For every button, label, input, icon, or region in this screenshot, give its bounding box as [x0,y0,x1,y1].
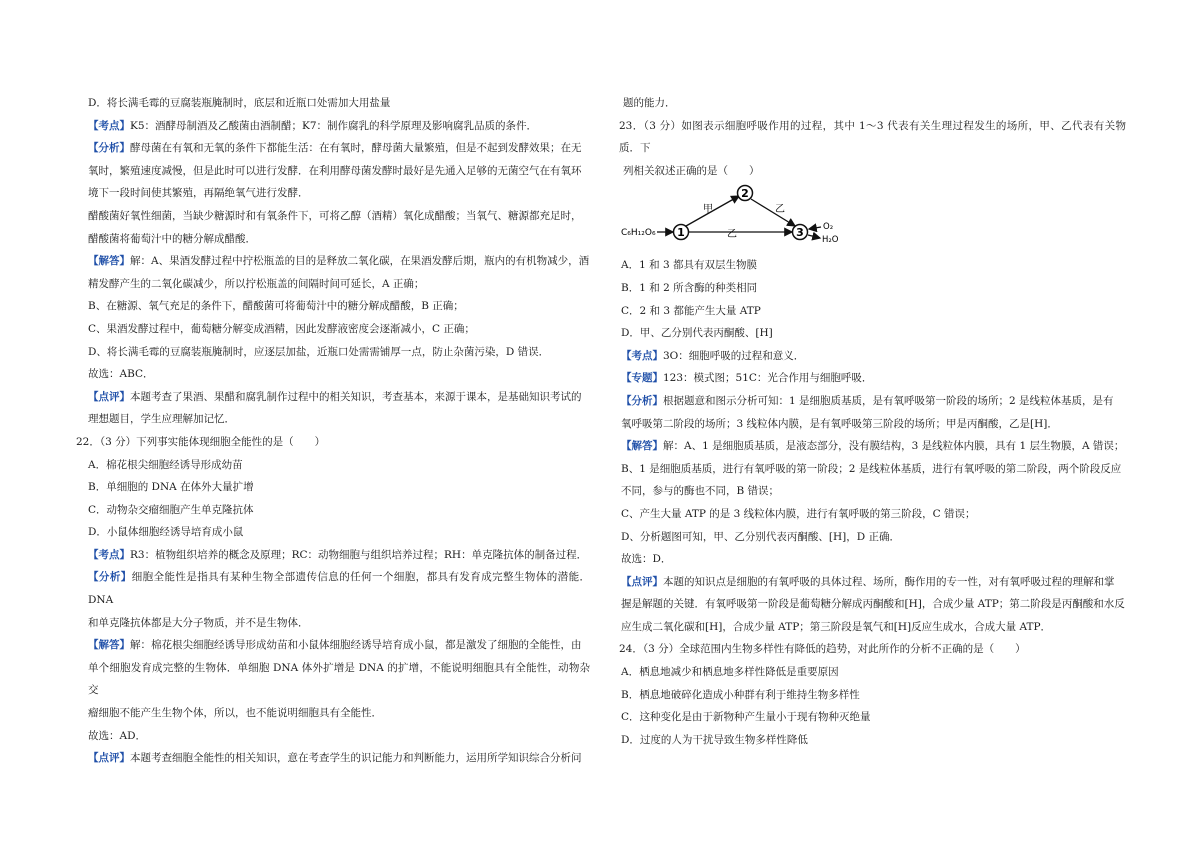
q24-option-a: A．栖息地减少和栖息地多样性降低是重要原因 [621,666,839,679]
fenxi-tag: 【分析】 [621,394,663,407]
q23-dianping-line-2: 握是解题的关键．有氧呼吸第一阶段是葡萄糖分解成丙酮酸和[H]，合成少量 ATP；第二阶段是丙酮酸和水反 [621,598,1125,611]
respiration-diagram [621,182,1126,254]
q22-jieda-line-3: 瘤细胞不能产生生物个体，所以，也不能说明细胞具有全能性． [88,707,382,720]
respiration-diagram-svg [621,182,851,254]
q23-stem-line-2: 列相关叙述正确的是（ ） [623,164,760,177]
q23-dianping [621,571,1126,594]
dianping-tag: 【点评】 [621,575,663,588]
q21-kaodian [88,115,590,138]
q22-jieda-line-2: 单个细胞发育成完整的生物体．单细胞 DNA 体外扩增是 DNA 的扩增，不能说明细胞具有全能性，动物杂交 [88,661,590,697]
q23-jieda-line-4: C、产生大量 ATP 的是 3 线粒体内膜，进行有氧呼吸的第三阶段，C 错误； [621,507,976,520]
q23-fenxi [621,390,1126,413]
h2o-label: H₂O [822,235,839,246]
q22-answer: 故选：AD． [88,729,147,742]
q23-jieda-line-5: D、分析题图可知，甲、乙分别代表丙酮酸、[H]，D 正确． [621,530,901,543]
q23-jieda-line-3: 不同，参与的酶也不同，B 错误； [621,485,780,498]
q21-jieda-line-5: D、将长满毛霉的豆腐装瓶腌制时，应逐层加盐，近瓶口处需需铺厚一点，防止杂菌污染，D 错误． [88,345,550,358]
q22-jieda [88,634,590,657]
fenxi-tag: 【分析】 [88,142,130,155]
fenxi-tag: 【分析】 [88,571,132,584]
kaodian-tag: 【考点】 [88,119,130,132]
q22-dianping-tail: 题的能力． [623,97,676,109]
node-1-label: 1 [677,226,685,240]
jia-label: 甲 [703,204,713,216]
node-3-label: 3 [796,226,804,240]
q22-option-c: C．动物杂交瘤细胞产生单克隆抗体 [88,503,254,516]
q21-fenxi [88,137,590,160]
q22-option-a: A．棉花根尖细胞经诱导形成幼苗 [88,458,243,471]
q23-fenxi-line-1: 根据题意和图示分析可知：1 是细胞质基质，是有氧呼吸第一阶段的场所；2 是线粒体基质，是有 [663,394,1114,407]
q21-dianping [88,386,590,409]
arrow-o2-in [809,227,821,229]
arrow-2-to-3 [751,199,795,226]
q21-fenxi-line-1: 酵母菌在有氧和无氧的条件下都能生活：在有氧时，酵母菌大量繁殖，但是不起到发酵效果；在无 [130,142,582,155]
glucose-label: C₆H₁₂O₆ [621,228,656,239]
q23-stem-line-1: 23．（3 分）如图表示细胞呼吸作用的过程，其中 1～3 代表有关生理过程发生的场所，甲、乙代表有关物质．下 [619,119,1126,155]
jieda-tag: 【解答】 [88,255,130,268]
q21-fenxi-line-5: 醋酸菌将葡萄汁中的糖分解成醋酸． [88,232,256,245]
q22-option-b: B．单细胞的 DNA 在体外大量扩增 [88,481,254,494]
right-column [621,92,1126,751]
q21-dianping-line-1: 本题考查了果酒、果醋和腐乳制作过程中的相关知识，考查基本，来源于课本，是基础知识考试的 [130,390,582,403]
q22-fenxi-line-1: 细胞全能性是指具有某种生物全部遗传信息的任何一个细胞，都具有发育成完整生物体的潜能．DNA [88,571,591,607]
q21-jieda [88,250,590,273]
q24-stem: 24．（3 分）全球范围内生物多样性有降低的趋势，对此所作的分析不正确的是（ ） [619,643,1026,656]
q22-fenxi [88,566,590,611]
q22-fenxi-line-2: 和单克隆抗体都是大分子物质，并不是生物体． [88,616,309,629]
q23-kaodian [621,345,1126,368]
o2-label: O₂ [823,222,834,233]
q23-kaodian-text: 3O：细胞呼吸的过程和意义． [663,349,805,362]
kaodian-tag: 【考点】 [621,349,663,362]
q21-answer: 故选：ABC． [88,368,154,381]
q24-option-d: D．过度的人为干扰导致生物多样性降低 [621,733,808,746]
q24-option-c: C．这种变化是由于新物种产生量小于现有物种灭绝量 [621,711,871,724]
q23-option-b: B．1 和 2 所含酶的种类相同 [621,281,758,294]
q21-fenxi-line-2: 氧时，繁殖速度减慢，但是此时可以进行发酵．在利用酵母菌发酵时最好是先通入足够的无菌空气在有氧环 [88,164,582,177]
q24-option-b: B．栖息地破碎化造成小种群有利于维持生物多样性 [621,688,860,701]
q23-dianping-line-3: 应生成二氧化碳和[H]，合成少量 ATP；第三阶段是氧气和[H]反应生成水，合成大量 ATP． [621,620,1052,633]
jieda-tag: 【解答】 [88,639,130,652]
q22-stem: 22．（3 分）下列事实能体现细胞全能性的是（ ） [76,435,326,448]
q22-dianping [88,747,590,770]
q23-dianping-line-1: 本题的知识点是细胞的有氧呼吸的具体过程、场所，酶作用的专一性，对有氧呼吸过程的理解和掌 [663,575,1115,588]
q23-zhuanti-text: 123：模式图；51C：光合作用与细胞呼吸． [663,372,873,385]
q21-fenxi-line-4: 醋酸菌好氧性细菌，当缺少糖源时和有氧条件下，可将乙醇（酒精）氧化成醋酸；当氧气、糖源都充足时， [88,209,582,222]
q22-option-d: D．小鼠体细胞经诱导培育成小鼠 [88,526,244,539]
q22-dianping-line-1: 本题考查细胞全能性的相关知识，意在考查学生的识记能力和判断能力，运用所学知识综合分析问 [130,752,582,765]
yi-top-label: 乙 [775,204,785,216]
q22-kaodian-text: R3：植物组织培养的概念及原理；RC：动物细胞与组织培养过程；RH：单克隆抗体的制备过程． [130,548,588,561]
q23-option-d: D．甲、乙分别代表丙酮酸、[H] [621,327,773,340]
kaodian-tag: 【考点】 [88,548,130,561]
node-2-label: 2 [741,187,749,201]
q21-jieda-line-4: C、果酒发酵过程中，葡萄糖分解变成酒精，因此发酵液密度会逐渐减小，C 正确； [88,322,475,335]
jieda-tag: 【解答】 [621,440,663,453]
dianping-tag: 【点评】 [88,390,130,403]
q21-dianping-line-2: 理想题目，学生应理解加记忆． [88,413,235,426]
q22-kaodian [88,544,590,567]
q23-option-a: A．1 和 3 都具有双层生物膜 [621,259,757,272]
q21-jieda-line-1: 解：A、果酒发酵过程中拧松瓶盖的目的是释放二氧化碳，在果酒发酵后期，瓶内的有机物减少，酒 [130,255,590,268]
dianping-tag: 【点评】 [88,752,130,765]
q23-zhuanti [621,367,1126,390]
yi-bottom-label: 乙 [727,229,737,241]
q23-jieda [621,435,1126,458]
q22-jieda-line-1: 解：棉花根尖细胞经诱导形成幼苗和小鼠体细胞经诱导培育成小鼠，都是激发了细胞的全能性，由 [130,639,582,652]
q21-option-d: D．将长满毛霉的豆腐装瓶腌制时，底层和近瓶口处需加大用盐量 [88,97,391,109]
q23-option-c: C．2 和 3 都能产生大量 ATP [621,304,761,317]
q21-jieda-line-2: 精发酵产生的二氧化碳减少，所以拧松瓶盖的间隔时间可延长，A 正确； [88,277,425,290]
q21-jieda-line-3: B、在糖源、氧气充足的条件下，醋酸菌可将葡萄汁中的糖分解成醋酸，B 正确； [88,300,464,313]
q23-fenxi-line-2: 氧呼吸第二阶段的场所；3 线粒体内膜，是有氧呼吸第三阶段的场所；甲是丙酮酸，乙是[H]． [621,417,1058,430]
q23-jieda-line-1: 解：A、1 是细胞质基质，是液态部分，没有膜结构，3 是线粒体内膜，具有 1 层生物膜，A 错误； [663,440,1125,453]
q21-kaodian-text: K5：酒酵母制酒及乙酸菌由酒制醋；K7：制作腐乳的科学原理及影响腐乳品质的条件． [130,119,538,132]
q23-answer: 故选：D． [621,553,672,566]
left-column [76,92,591,770]
zhuanti-tag: 【专题】 [621,372,663,385]
q21-fenxi-line-3: 境下一段时间使其繁殖，再隔绝氧气进行发酵． [88,187,309,200]
q23-jieda-line-2: B、1 是细胞质基质，进行有氧呼吸的第一阶段；2 是线粒体基质，进行有氧呼吸的第二阶段，两个阶段反应 [621,462,1122,475]
arrow-h2o-out [808,235,820,238]
